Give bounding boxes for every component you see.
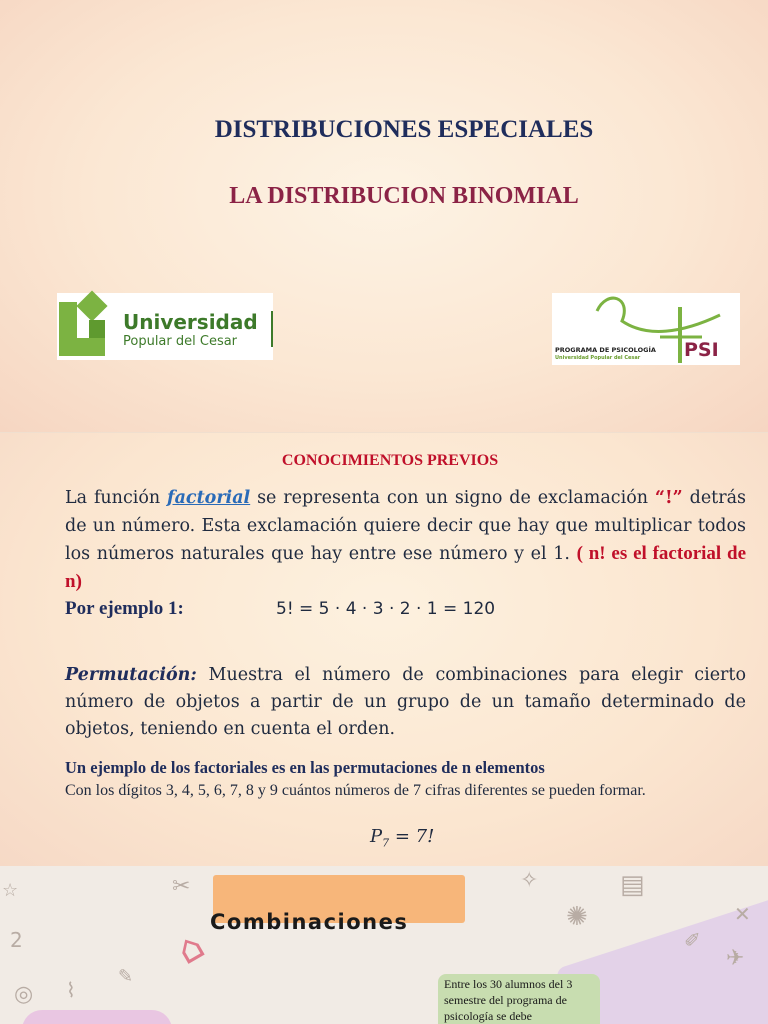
note-text: Entre los 30 alumnos del 3 semestre del programa de psicología se debe (444, 977, 573, 1023)
logo-block-c (89, 320, 105, 338)
logo-block-u-bottom (59, 338, 105, 356)
formula-p: P (370, 826, 383, 847)
psi-program-text: PROGRAMA DE PSICOLOGÍA (555, 346, 656, 354)
slide-title: DISTRIBUCIONES ESPECIALES (214, 116, 594, 143)
logo-universidad-text: Universidad (123, 310, 258, 334)
p1-text-a: La función (65, 488, 168, 508)
p1-text-b: se representa con un signo de exclamación (250, 488, 655, 508)
p1-text-c: detrás de un número. Esta exclamación quiere decir que hay que multiplicar todos los números naturales que hay entre ese número y el 1. (65, 488, 746, 564)
combinations-slide (0, 866, 768, 1024)
section-heading: CONOCIMIENTOS PREVIOS (281, 452, 499, 469)
permutation-formula (370, 826, 434, 850)
formula-sub: 7 (382, 836, 390, 850)
title-slide (0, 0, 768, 432)
permutation-text: Muestra el número de combinaciones para elegir cierto número de objetos a partir de un grupo de un tamaño determinado de objetos, teniendo en cuenta el orden. (65, 665, 746, 739)
pin-doodle-icon: ✧ (520, 868, 539, 893)
permutation-term: Permutación: (65, 665, 197, 685)
notebook-doodle-icon: ▤ (620, 870, 645, 900)
permutation-paragraph (65, 662, 746, 743)
exclamation-sign: “!” (654, 488, 683, 508)
psi-mark-text: PSI (684, 339, 719, 361)
pencil-doodle-icon: ✎ (118, 966, 134, 987)
tag-doodle-icon: ⌂ (168, 922, 212, 974)
plane-doodle-icon: ✈ (726, 946, 745, 971)
palette-doodle-icon: ✺ (566, 902, 588, 932)
number-doodle-icon: 2 (10, 928, 23, 952)
clip-doodle-icon: ⌇ (66, 978, 76, 1002)
example-label: Por ejemplo 1: (65, 598, 184, 619)
scissors-doodle-icon: ✂ (172, 874, 191, 899)
example-formula: 5! = 5 · 4 · 3 · 2 · 1 = 120 (276, 599, 496, 619)
decorative-pink-shape (22, 1010, 172, 1024)
factorial-link[interactable]: factorial (167, 488, 251, 508)
brush-doodle-icon: ✐ (684, 928, 701, 952)
logo-block-u-left (59, 302, 77, 338)
slide-subtitle: LA DISTRIBUCION BINOMIAL (229, 183, 579, 209)
factorial-definition: ( n! es el factorial de n) (65, 543, 746, 592)
permutation-example-heading: Un ejemplo de los factoriales es en las permutaciones de n elementos (65, 758, 545, 777)
universidad-logo (57, 293, 273, 360)
logo-divider (271, 311, 273, 347)
logo-block-p (76, 290, 107, 321)
star-doodle-icon: ☆ (2, 880, 19, 901)
psi-university-text: Universidad Popular del Cesar (555, 355, 641, 361)
permutation-example-text: Con los dígitos 3, 4, 5, 6, 7, 8 y 9 cuántos números de 7 cifras diferentes se pueden formar. (65, 782, 646, 799)
factorial-paragraph (65, 484, 746, 596)
cross-doodle-icon: ✕ (734, 902, 751, 926)
logo-popular-text: Popular del Cesar (123, 334, 238, 349)
formula-rest: = 7! (389, 826, 435, 847)
clock-doodle-icon: ◎ (14, 982, 34, 1007)
combinations-title: Combinaciones (210, 910, 409, 934)
psicologia-logo (552, 293, 740, 365)
